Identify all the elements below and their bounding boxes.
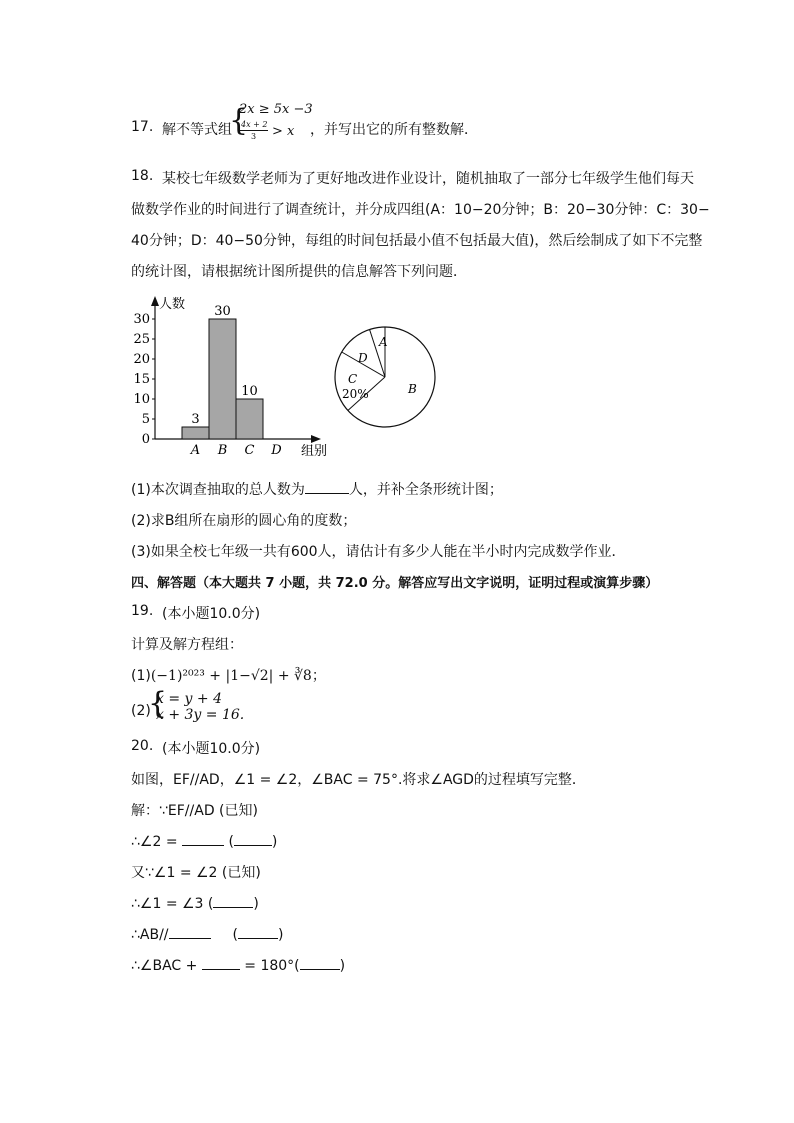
y-tick-label: 5 xyxy=(141,412,150,427)
q18-sub3: (3)如果全校七年级一共有600人，请估计有多少人能在半小时内完成数学作业． xyxy=(131,544,626,560)
q19-part-1-label: (1) xyxy=(131,668,151,684)
bar-value-label: 30 xyxy=(214,304,231,319)
answer-blank-5a[interactable] xyxy=(169,924,211,939)
q20-line-2-text: ∴∠2 = xyxy=(131,834,178,850)
x-tick-label: D xyxy=(271,443,282,458)
q20-line-6: ∴∠BAC + = 180°( ) xyxy=(131,955,345,974)
q20-line-3: 又∵∠1 = ∠2 (已知) xyxy=(131,865,261,881)
y-tick-label: 25 xyxy=(133,332,150,347)
q19-eq-end: . xyxy=(239,707,245,723)
answer-blank-2b[interactable] xyxy=(234,831,272,846)
q17-frac-den: 3 xyxy=(251,132,257,141)
q20-line-5: ∴AB// ( ) xyxy=(131,924,283,943)
answer-blank-6a[interactable] xyxy=(202,955,240,970)
bar-c xyxy=(236,399,263,439)
q20-line-2: ∴∠2 = ( ) xyxy=(131,831,277,850)
pie-chart xyxy=(330,322,440,432)
q18-sub2: (2)求B组所在扇形的圆心角的度数； xyxy=(131,513,357,529)
answer-blank-5b[interactable] xyxy=(238,924,278,939)
pie-label-c-percent: 20% xyxy=(342,387,369,401)
y-tick-label: 20 xyxy=(133,352,150,367)
q17-brace: { xyxy=(229,103,249,138)
q18-line-3: 40分钟；D：40−50分钟，每组的时间包括最小值不包括最大值)，然后绘制成了如下不完整 xyxy=(131,233,703,249)
q17-inequality-1: 2x ≥ 5x −3 xyxy=(239,102,313,117)
q20-line-4-text: ∴∠1 = ∠3 ( xyxy=(131,896,214,912)
q19-part-1-expr: (−1)²⁰²³ + |1−√2| + ∛8； xyxy=(150,668,326,684)
y-tick-label: 15 xyxy=(133,372,150,387)
pie-label-d: D xyxy=(358,351,368,365)
q20-intro: 如图，EF//AD，∠1 = ∠2，∠BAC = 75°.将求∠AGD的过程填写完整． xyxy=(131,772,586,788)
q19-brace: { xyxy=(148,686,168,721)
section-4-header: 四、解答题（本大题共 7 小题，共 72.0 分。解答应写出文字说明，证明过程或演算步骤） xyxy=(131,576,659,591)
answer-blank-6b[interactable] xyxy=(300,955,340,970)
q17-number: 17. xyxy=(131,119,154,135)
q18-sub1-text-b: 人，并补全条形统计图； xyxy=(348,482,503,498)
q20-number: 20. xyxy=(131,738,154,754)
q20-line-6-text-b: = 180°( xyxy=(244,958,300,974)
y-tick-label: 10 xyxy=(133,392,150,407)
q19-intro: 计算及解方程组： xyxy=(131,637,243,653)
q18-line-4: 的统计图，请根据统计图所提供的信息解答下列问题． xyxy=(131,264,467,280)
y-tick-label: 30 xyxy=(133,312,150,327)
q19-number: 19. xyxy=(131,603,154,619)
y-axis-arrow xyxy=(151,296,159,306)
x-axis-arrow xyxy=(311,435,321,443)
q20-line-6-text-a: ∴∠BAC + xyxy=(131,958,198,974)
q19-eq-2 xyxy=(156,707,244,723)
q19-eq-2-text: x + 3y = 16 xyxy=(156,707,240,723)
answer-blank-2a[interactable] xyxy=(182,831,224,846)
q17-inequality-2: > x xyxy=(272,124,295,139)
q17-frac-bar xyxy=(240,130,268,131)
x-tick-label: A xyxy=(190,443,201,458)
bar-chart xyxy=(125,292,335,462)
q18-number: 18. xyxy=(131,168,154,184)
x-axis-label: 组别 xyxy=(301,444,328,459)
q20-line-1: 解：∵EF//AD (已知) xyxy=(131,803,258,819)
q20-score: (本小题10.0分) xyxy=(162,741,261,757)
pie-label-c: C xyxy=(348,372,358,386)
q19-score: (本小题10.0分) xyxy=(162,606,261,622)
bar-value-label: 10 xyxy=(241,384,258,399)
q19-eq-1: x = y + 4 xyxy=(156,691,222,707)
q18-line-1: 某校七年级数学老师为了更好地改进作业设计，随机抽取了一部分七年级学生他们每天 xyxy=(162,171,694,187)
y-tick-label: 0 xyxy=(141,432,150,447)
bar-value-label: 3 xyxy=(191,412,200,427)
q18-sub1-text-a: (1)本次调查抽取的总人数为 xyxy=(131,482,305,498)
q20-line-5-text: ∴AB// xyxy=(131,927,169,943)
q17-prefix: 解不等式组 xyxy=(162,122,232,138)
q19-part-1 xyxy=(131,665,326,685)
answer-blank-4[interactable] xyxy=(213,893,253,908)
q17-frac-num: 4x + 2 xyxy=(241,120,268,129)
x-tick-label: C xyxy=(244,443,255,458)
q18-sub1 xyxy=(131,479,503,499)
bar-a xyxy=(182,427,209,439)
x-tick-label: B xyxy=(217,443,228,458)
pie-label-b: B xyxy=(408,382,417,396)
pie-label-a: A xyxy=(379,335,388,349)
q19-part-2-label: (2) xyxy=(131,703,151,719)
y-axis-label: 人数 xyxy=(159,297,186,312)
q20-line-4: ∴∠1 = ∠3 ( ) xyxy=(131,893,259,912)
q17-suffix: ，并写出它的所有整数解． xyxy=(310,122,478,138)
bar-b xyxy=(209,319,236,439)
q18-line-2: 做数学作业的时间进行了调查统计，并分成四组(A：10−20分钟；B：20−30分钟：C：30− xyxy=(131,202,710,218)
answer-blank-total[interactable] xyxy=(305,479,349,494)
